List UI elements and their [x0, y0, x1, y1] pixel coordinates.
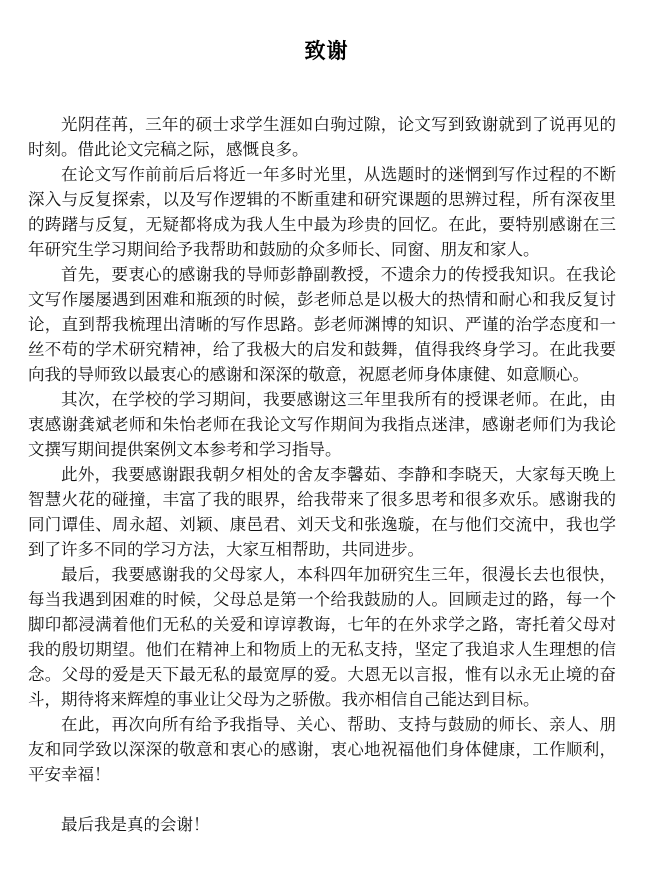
closing-line: 最后我是真的会谢！	[61, 815, 210, 834]
paragraph-opening: 光阴荏苒，三年的硕士求学生涯如白驹过隙，论文写到致谢就到了说再见的时刻。借此论文完稿之际，感慨良多。	[28, 115, 616, 159]
paragraph-thanks-advisor: 首先，要衷心的感谢我的导师彭静副教授，不遗余力的传授我知识。在我论文写作屡屡遇到困难和瓶颈的时候，彭老师总是以极大的热情和耐心和我反复讨论，直到帮我梳理出清晰的写作思路。彭老师渊博的知识、严谨的治学态度和一丝不苟的学术研究精神，给了我极大的启发和鼓舞，值得我终身学习。在此我要向我的导师致以最衷心的感谢和深深的敬意，祝愿老师身体康健、如意顺心。	[28, 265, 616, 384]
paragraph-thanks-parents: 最后，我要感谢我的父母家人，本科四年加研究生三年，很漫长去也很快，每当我遇到困难的时候，父母总是第一个给我鼓励的人。回顾走过的路，每一个脚印都浸满着他们无私的关爱和谆谆教诲，七年的在外求学之路，寄托着父母对我的殷切期望。他们在精神上和物质上的无私支持，坚定了我追求人生理想的信念。父母的爱是天下最无私的最宽厚的爱。大恩无以言报，惟有以永无止境的奋斗，期待将来辉煌的事业让父母为之骄傲。我亦相信自己能达到目标。	[28, 565, 616, 709]
paragraph-writing-journey: 在论文写作前前后后将近一年多时光里，从选题时的迷惘到写作过程的不断深入与反复探索，以及写作逻辑的不断重建和研究课题的思辨过程，所有深夜里的踌躇与反复，无疑都将成为我人生中最为珍贵的回忆。在此，要特别感谢在三年研究生学习期间给予我帮助和鼓励的众多师长、同窗、朋友和家人。	[28, 165, 616, 259]
page-title: 致谢	[304, 40, 349, 63]
paragraph-thanks-teachers: 其次，在学校的学习期间，我要感谢这三年里我所有的授课老师。在此，由衷感谢龚斌老师和朱怡老师在我论文写作期间为我指点迷津，感谢老师们为我论文撰写期间提供案例文本参考和学习指导。	[28, 390, 616, 459]
document-body	[28, 112, 616, 837]
paragraph-final-thanks: 在此，再次向所有给予我指导、关心、帮助、支持与鼓励的师长、亲人、朋友和同学致以深深的敬意和衷心的感谢，衷心地祝福他们身体健康，工作顺利，平安幸福！	[28, 715, 616, 784]
paragraph-thanks-friends: 此外，我要感谢跟我朝夕相处的舍友李馨茹、李静和李晓天，大家每天晚上智慧火花的碰撞，丰富了我的眼界，给我带来了很多思考和很多欢乐。感谢我的同门谭佳、周永超、刘颖、康邑君、刘天戈和张逸璇，在与他们交流中，我也学到了许多不同的学习方法，大家互相帮助，共同进步。	[28, 465, 616, 559]
